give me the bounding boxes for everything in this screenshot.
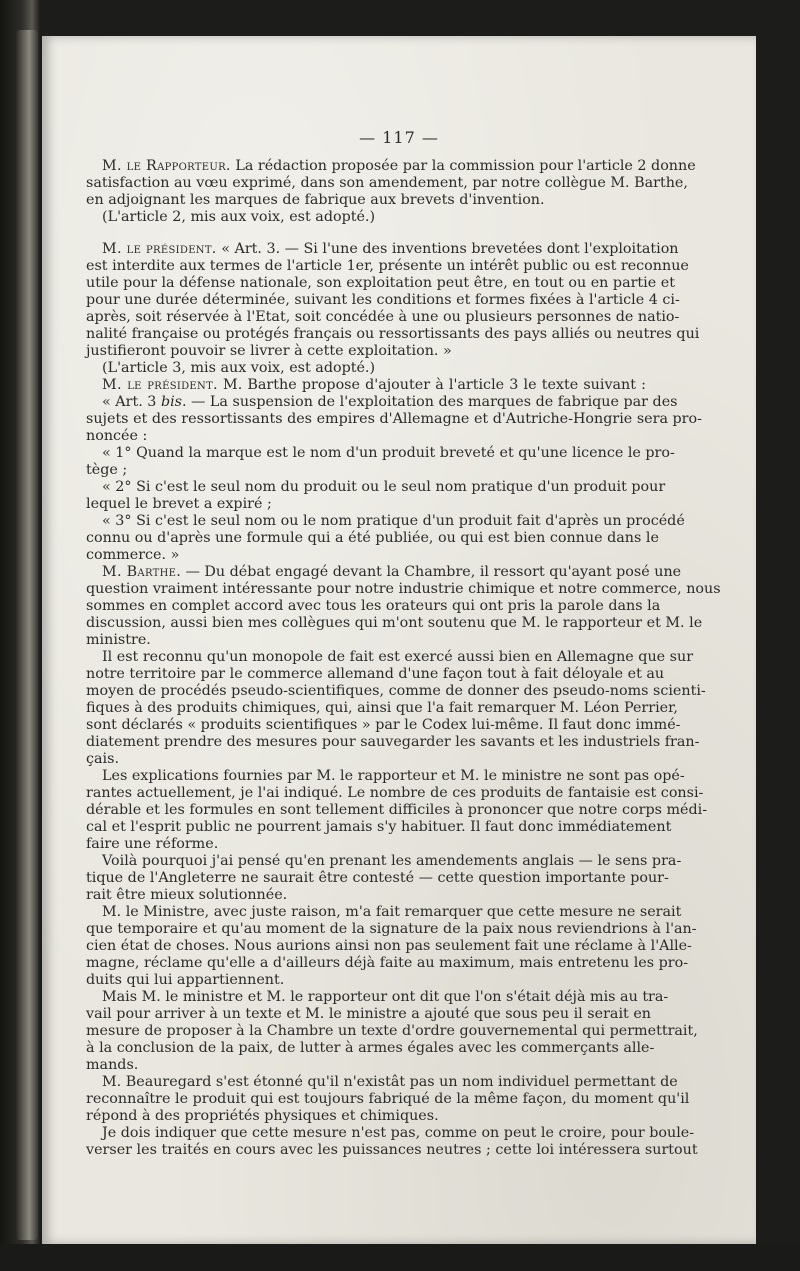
line-text: rait être mieux solutionnée. (86, 887, 288, 903)
line-text: après, soit réservée à l'Etat, soit concédée à une ou plusieurs personnes de natio- (86, 309, 680, 325)
text-line (86, 309, 680, 325)
speaker-name: M. Barthe. (102, 564, 182, 580)
text-line (102, 1074, 678, 1090)
text-line (86, 921, 697, 937)
line-text: noncée : (86, 428, 148, 444)
text-line (86, 785, 704, 801)
text-line (102, 989, 669, 1005)
text-line (86, 326, 700, 342)
text-line (86, 428, 646, 444)
text-line (86, 938, 692, 954)
line-text: magne, réclame qu'elle a d'ailleurs déjà faite au maximum, mais entretenu les pro- (86, 955, 689, 971)
text-line (86, 1040, 655, 1056)
line-text: sommes en complet accord avec tous les orateurs qui ont pris la parole dans la (86, 598, 661, 614)
text-line (86, 734, 700, 750)
line-text: « 3° Si c'est le seul nom ou le nom pratique d'un produit fait d'après un procédé (102, 513, 685, 529)
line-text: Les explications fournies par M. le rapporteur et M. le ministre ne sont pas opé- (102, 768, 685, 784)
line-text: verser les traités en cours avec les puissances neutres ; cette loi intéressera surtout (86, 1142, 698, 1158)
text-line (86, 683, 706, 699)
line-text: Voilà pourquoi j'ai pensé qu'en prenant les amendements anglais — le sens pra- (102, 853, 682, 869)
text-line (86, 292, 680, 308)
text-line (102, 479, 666, 495)
text-line (86, 1142, 698, 1158)
text-line (86, 175, 688, 191)
text-line (102, 394, 678, 410)
scan-dark-bottom-margin (0, 1244, 800, 1271)
text-line (102, 513, 685, 529)
text-line (86, 870, 669, 886)
line-text: que temporaire et qu'au moment de la signature de la paix nous reviendrions à l'an- (86, 921, 697, 937)
line-text: « Art. 3 (102, 394, 161, 410)
text-line (86, 1091, 690, 1107)
text-line (86, 666, 665, 682)
line-text: commerce. » (86, 547, 180, 563)
speaker-name: M. le Rapporteur. (102, 158, 231, 174)
line-text: duits qui lui appartiennent. (86, 972, 285, 988)
text-line (102, 360, 646, 376)
text-line (86, 632, 646, 648)
line-text: nalité française ou protégés français ou ressortissants des pays alliés ou neutres qui (86, 326, 700, 342)
line-text: en adjoignant les marques de fabrique aux brevets d'invention. (86, 192, 545, 208)
line-text: à la conclusion de la paix, de lutter à armes égales avec les commerçants alle- (86, 1040, 655, 1056)
text-line (102, 241, 679, 257)
text-line (86, 598, 661, 614)
text-line (102, 1125, 695, 1141)
text-line (86, 615, 703, 631)
text-line (86, 1023, 698, 1039)
line-text: notre territoire par le commerce allemand d'une façon tout à fait déloyale et au (86, 666, 665, 682)
line-text: cal et l'esprit public ne pourrent jamais s'y habituer. Il faut donc immédiatement (86, 819, 672, 835)
line-text: connu ou d'après une formule qui a été publiée, ou qui est bien connue dans le (86, 530, 659, 546)
text-line (86, 343, 646, 359)
line-text: M. Barthe propose d'ajouter à l'article 3 le texte suivant : (217, 377, 646, 393)
line-text: mesure de proposer à la Chambre un texte d'ordre gouvernemental qui permettrait, (86, 1023, 698, 1039)
text-line (86, 1057, 646, 1073)
text-line (86, 751, 646, 767)
line-text: « 1° Quand la marque est le nom d'un produit breveté et qu'une licence le pro- (102, 445, 675, 461)
line-text: La rédaction proposée par la commission pour l'article 2 donne (230, 158, 696, 174)
line-text: faire une réforme. (86, 836, 219, 852)
line-text: pour une durée déterminée, suivant les conditions et formes fixées à l'article 4 ci- (86, 292, 680, 308)
line-text: répond à des propriétés physiques et chimiques. (86, 1108, 439, 1124)
text-line (102, 649, 694, 665)
line-text: justifieront pouvoir se livrer à cette exploitation. » (86, 343, 452, 359)
line-text: (L'article 3, mis aux voix, est adopté.) (102, 360, 376, 376)
line-text: Je dois indiquer que cette mesure n'est pas, comme on peut le croire, pour boule- (102, 1125, 695, 1141)
speaker-name: M. le président. (102, 241, 217, 257)
text-line (86, 496, 646, 512)
text-line (102, 564, 682, 580)
line-text: mands. (86, 1057, 139, 1073)
text-line (86, 1108, 646, 1124)
text-line (86, 530, 659, 546)
book-page-edge (16, 30, 38, 1240)
text-line (86, 411, 702, 427)
speaker-name: M. le président. (102, 377, 218, 393)
line-text: tège ; (86, 462, 128, 478)
text-line (86, 972, 646, 988)
text-line (102, 768, 685, 784)
line-text: fiques à des produits chimiques, qui, ainsi que l'a fait remarquer M. Léon Perrier, (86, 700, 678, 716)
line-text: lequel le brevet a expiré ; (86, 496, 272, 512)
text-line (102, 904, 682, 920)
text-line (86, 700, 678, 716)
line-text: — Du débat engagé devant la Chambre, il ressort qu'ayant posé une (181, 564, 682, 580)
line-text: Mais M. le ministre et M. le rapporteur ont dit que l'on s'était déjà mis au tra- (102, 989, 669, 1005)
text-line (86, 819, 672, 835)
line-text: sont déclarés « produits scientifiques » par le Codex lui-même. Il faut donc immé- (86, 717, 681, 733)
text-line (102, 377, 646, 393)
line-text: vail pour arriver à un texte et M. le ministre a ajouté que sous peu il serait en (86, 1006, 651, 1022)
text-line (86, 955, 689, 971)
line-text: çais. (86, 751, 119, 767)
line-text: est interdite aux termes de l'article 1er, présente un intérêt public ou est reconnue (86, 258, 689, 274)
line-text: sujets et des ressortissants des empires d'Allemagne et d'Autriche-Hongrie sera pro- (86, 411, 702, 427)
line-text: diatement prendre des mesures pour sauvegarder les savants et les industriels fran- (86, 734, 700, 750)
line-text: Il est reconnu qu'un monopole de fait est exercé aussi bien en Allemagne que sur (102, 649, 694, 665)
text-line (86, 802, 708, 818)
text-line (86, 1006, 651, 1022)
line-text: M. le Ministre, avec juste raison, m'a fait remarquer que cette mesure ne serait (102, 904, 682, 920)
line-text: reconnaître le produit qui est toujours fabriqué de la même façon, du moment qu'il (86, 1091, 690, 1107)
text-line (102, 158, 696, 174)
line-text: utile pour la défense nationale, son exploitation peut être, en tout ou en partie et (86, 275, 675, 291)
text-line (86, 462, 646, 478)
line-text: (L'article 2, mis aux voix, est adopté.) (102, 209, 376, 225)
text-line (86, 275, 675, 291)
line-text: tique de l'Angleterre ne saurait être contesté — cette question importante pour- (86, 870, 669, 886)
text-line (102, 853, 682, 869)
text-line (102, 445, 675, 461)
line-text: question vraiment intéressante pour notre industrie chimique et notre commerce, nous (86, 581, 721, 597)
line-text: dérable et les formules en sont tellement difficiles à prononcer que notre corps médi- (86, 802, 708, 818)
text-line (86, 836, 646, 852)
text-line (86, 258, 689, 274)
line-text: . — La suspension de l'exploitation des marques de fabrique par des (182, 394, 678, 410)
line-text: M. Beauregard s'est étonné qu'il n'existât pas un nom individuel permettant de (102, 1074, 678, 1090)
line-text: cien état de choses. Nous aurions ainsi non pas seulement fait une réclame à l'Alle- (86, 938, 692, 954)
line-text: satisfaction au vœu exprimé, dans son amendement, par notre collègue M. Barthe, (86, 175, 688, 191)
scan-dark-right-margin (756, 0, 800, 1271)
line-text: ministre. (86, 632, 151, 648)
text-line (102, 209, 646, 225)
text-line (86, 581, 721, 597)
line-text: moyen de procédés pseudo-scientifiques, comme de donner des pseudo-noms scienti- (86, 683, 706, 699)
page-number: — 117 — (359, 128, 439, 147)
text-line (86, 887, 646, 903)
italic-text: bis (160, 394, 182, 410)
text-line (86, 192, 646, 208)
line-text: discussion, aussi bien mes collègues qui m'ont soutenu que M. le rapporteur et M. le (86, 615, 703, 631)
text-line (86, 717, 681, 733)
line-text: rantes actuellement, je l'ai indiqué. Le nombre de ces produits de fantaisie est consi- (86, 785, 704, 801)
line-text: « Art. 3. — Si l'une des inventions brevetées dont l'exploitation (216, 241, 679, 257)
text-line (86, 547, 646, 563)
line-text: « 2° Si c'est le seul nom du produit ou le seul nom pratique d'un produit pour (102, 479, 666, 495)
